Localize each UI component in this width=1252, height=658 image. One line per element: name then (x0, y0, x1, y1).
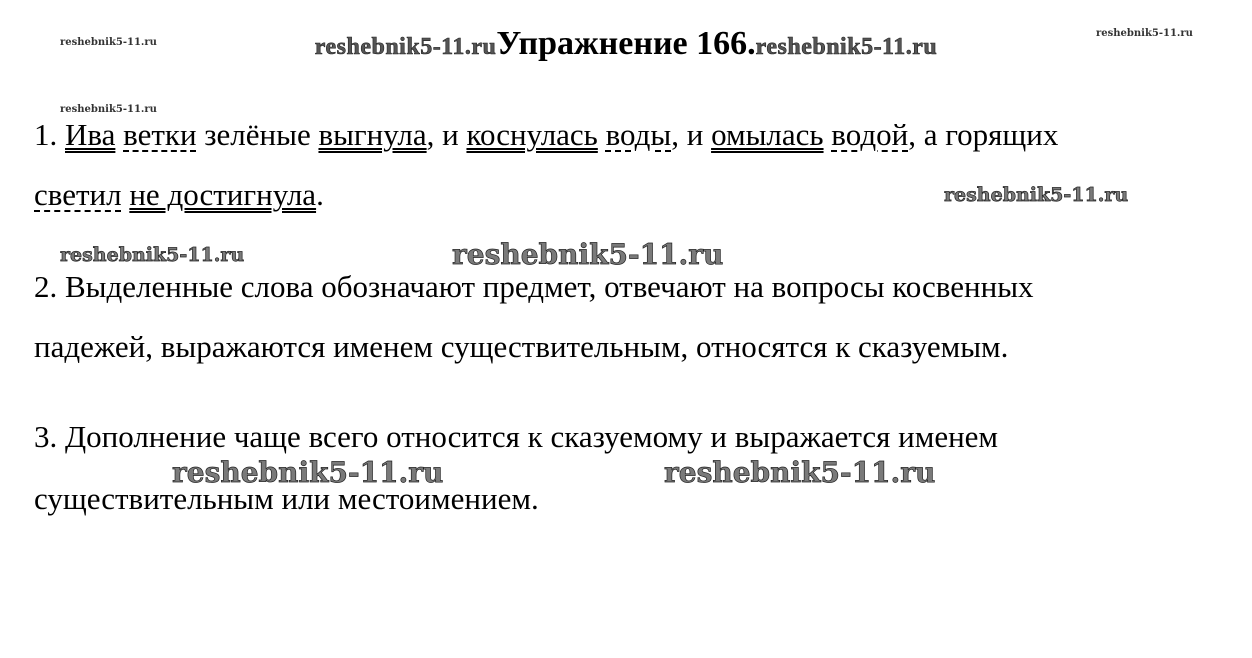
plain-text: зелёные (196, 117, 319, 152)
exercise-header (0, 24, 1252, 67)
predicate-word: коснулась (466, 117, 598, 152)
plain-text: , а горящих (908, 117, 1059, 152)
watermark-para3-left: reshebnik5-11.ru (172, 456, 444, 489)
exercise-title: Упражнение 166. (496, 25, 756, 62)
paragraph-2-line-1: 2. Выделенные слова обозначают предмет, отвечают на вопросы косвенных (34, 269, 1034, 304)
paragraph-3-line-2: существительным или местоимением. (34, 481, 539, 516)
subject-word: Ива (65, 117, 116, 152)
paragraph-1-line-1 (34, 106, 1058, 164)
watermark-inline-right: reshebnik5-11.ru (755, 34, 938, 60)
watermark-right: reshebnik5-11.ru (944, 184, 1129, 206)
object-word: ветки (123, 117, 197, 152)
watermark-inline-left: reshebnik5-11.ru (314, 34, 497, 60)
watermark-para2-left: reshebnik5-11.ru (60, 244, 245, 266)
predicate-word: выгнула (318, 117, 427, 152)
object-word: светил (34, 177, 122, 212)
paragraph-3-line-1: 3. Дополнение чаще всего относится к сказуемому и выражается именем (34, 419, 999, 454)
object-word: воды (605, 117, 672, 152)
paragraph-1-line-2 (34, 166, 324, 224)
plain-text: , и (426, 117, 467, 152)
predicate-word: не достигнула (129, 177, 317, 212)
plain-text: , и (671, 117, 712, 152)
watermark-para2-center: reshebnik5-11.ru (452, 238, 724, 271)
paragraph-number: 1. (34, 117, 65, 152)
plain-text (598, 117, 606, 152)
paragraph-2-line-2: падежей, выражаются именем существительным, относятся к сказуемым. (34, 329, 1009, 364)
watermark-para1: reshebnik5-11.ru (60, 104, 157, 115)
plain-text: . (316, 177, 324, 212)
watermark-top-right: reshebnik5-11.ru (1096, 28, 1193, 39)
watermark-para3-right: reshebnik5-11.ru (664, 456, 936, 489)
object-word: водой (831, 117, 909, 152)
predicate-word: омылась (711, 117, 824, 152)
watermark-top-left: reshebnik5-11.ru (60, 37, 157, 48)
